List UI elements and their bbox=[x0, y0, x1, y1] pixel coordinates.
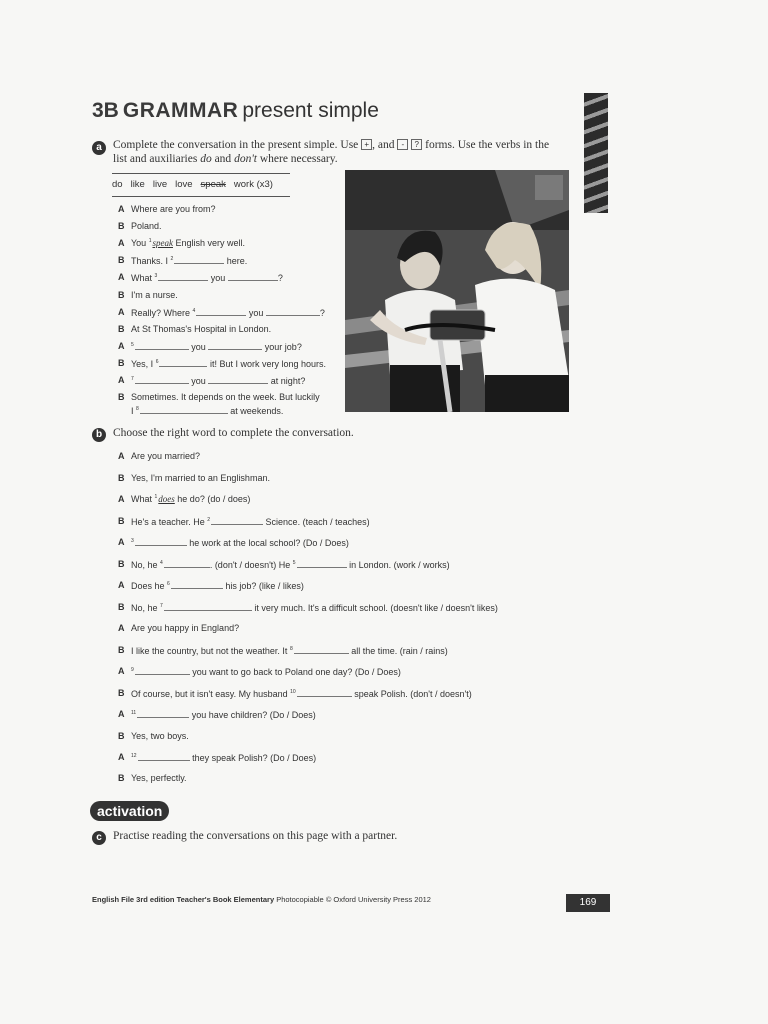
speaker-label: A bbox=[118, 375, 125, 385]
minus-box-icon: - bbox=[397, 139, 408, 150]
speaker-label: B bbox=[118, 645, 125, 655]
answer-blank[interactable] bbox=[159, 358, 207, 367]
answer-blank[interactable] bbox=[294, 645, 349, 654]
answer-blank[interactable] bbox=[135, 666, 190, 675]
dialogue-line: Are you happy in England? bbox=[131, 623, 240, 633]
stripe-decoration bbox=[584, 93, 608, 213]
question-box-icon: ? bbox=[411, 139, 422, 150]
dialogue-line: Thanks. I $^2$ here. bbox=[131, 256, 248, 266]
dialogue-line: Where are you from? bbox=[131, 204, 216, 214]
dialogue-line: Yes, I $^6$ it! But I work very long hours. bbox=[131, 359, 327, 369]
dialogue-line: At St Thomas's Hospital in London. bbox=[131, 324, 272, 334]
speaker-label: A bbox=[118, 307, 125, 317]
answer-blank[interactable] bbox=[297, 559, 347, 568]
answer-blank[interactable] bbox=[297, 688, 352, 697]
dialogue-line: You $^1$speak English very well. bbox=[131, 238, 246, 248]
dialogue-line: Really? Where $^4$ you ? bbox=[131, 308, 325, 318]
speaker-label: A bbox=[118, 752, 125, 762]
example-answer: speak bbox=[152, 238, 173, 248]
dialogue-line: Poland. bbox=[131, 221, 162, 231]
dialogue-line: $^{12}$ they speak Polish? (Do / Does) bbox=[131, 753, 317, 763]
speaker-label: A bbox=[118, 494, 125, 504]
speaker-label: B bbox=[118, 688, 125, 698]
speaker-label: A bbox=[118, 666, 125, 676]
dialogue-line: $^5$ you your job? bbox=[131, 342, 302, 352]
speaker-label: B bbox=[118, 473, 125, 483]
speaker-label: A bbox=[118, 341, 125, 351]
dialogue-line: Are you married? bbox=[131, 451, 201, 461]
answer-blank[interactable] bbox=[228, 272, 278, 281]
answer-blank[interactable] bbox=[208, 341, 262, 350]
dialogue-line: I'm a nurse. bbox=[131, 290, 178, 300]
exercise-a-marker: a bbox=[92, 141, 106, 155]
exercise-b-marker: b bbox=[92, 428, 106, 442]
speaker-label: B bbox=[118, 324, 125, 334]
dialogue-line: Yes, two boys. bbox=[131, 731, 189, 741]
speaker-label: A bbox=[118, 204, 125, 214]
speaker-label: B bbox=[118, 392, 125, 402]
word-item: live bbox=[152, 179, 168, 190]
answer-blank[interactable] bbox=[174, 255, 224, 264]
word-item-used: speak bbox=[200, 179, 226, 190]
dialogue-line: $^3$ he work at the local school? (Do / Does) bbox=[131, 538, 349, 548]
word-item: love bbox=[175, 179, 193, 190]
speaker-label: B bbox=[118, 559, 125, 569]
answer-blank[interactable] bbox=[135, 341, 189, 350]
answer-blank[interactable] bbox=[208, 375, 268, 384]
exercise-b-instruction: Choose the right word to complete the conversation. bbox=[113, 427, 354, 439]
dialogue-line: Yes, I'm married to an Englishman. bbox=[131, 473, 270, 483]
answer-blank[interactable] bbox=[266, 307, 320, 316]
footer-credit: English File 3rd edition Teacher's Book Elementary Photocopiable © Oxford University Press 2012 bbox=[92, 895, 431, 904]
dialogue-line: Sometimes. It depends on the week. But luckily bbox=[131, 392, 320, 402]
speaker-label: B bbox=[118, 290, 125, 300]
speaker-label: A bbox=[118, 580, 125, 590]
word-item: like bbox=[130, 179, 145, 190]
speaker-label: B bbox=[118, 358, 125, 368]
dialogue-line: Yes, perfectly. bbox=[131, 773, 187, 783]
dialogue-line: I $^8$ at weekends. bbox=[131, 406, 284, 416]
dialogue-line: I like the country, but not the weather. It $^8$ all the time. (rain / rains) bbox=[131, 646, 448, 656]
exercise-a-instruction: Complete the conversation in the present simple. Use + , and - ? forms. Use the verbs in the list and auxiliaries do and don't where necessary. bbox=[113, 139, 550, 165]
exercise-c-instruction: Practise reading the conversations on this page with a partner. bbox=[113, 830, 398, 842]
speaker-label: A bbox=[118, 623, 125, 633]
speaker-label: A bbox=[118, 238, 125, 248]
speaker-label: A bbox=[118, 272, 125, 282]
dialogue-line: What $^3$ you ? bbox=[131, 273, 283, 283]
dialogue-line: No, he $^7$ it very much. It's a difficult school. (doesn't like / doesn't likes) bbox=[131, 603, 498, 613]
dialogue-line: $^7$ you at night? bbox=[131, 376, 306, 386]
dialogue-line: No, he $^4$ . (don't / doesn't) He $^5$ in London. (work / works) bbox=[131, 560, 450, 570]
page-title bbox=[92, 99, 379, 123]
speaker-label: A bbox=[118, 451, 125, 461]
word-list bbox=[112, 173, 290, 197]
speaker-label: A bbox=[118, 537, 125, 547]
lesson-code: 3B bbox=[92, 99, 119, 122]
answer-blank[interactable] bbox=[196, 307, 246, 316]
answer-blank[interactable] bbox=[137, 709, 189, 718]
section-label: GRAMMAR bbox=[122, 99, 239, 122]
page-number: 169 bbox=[566, 894, 610, 912]
speaker-label: B bbox=[118, 731, 125, 741]
two-women-exercise-bikes-image bbox=[345, 170, 569, 412]
exercise-c-marker: c bbox=[92, 831, 106, 845]
answer-blank[interactable] bbox=[138, 752, 190, 761]
answer-blank[interactable] bbox=[140, 405, 228, 414]
dialogue-line: Of course, but it isn't easy. My husband $^{10}$ speak Polish. (don't / doesn't) bbox=[131, 689, 472, 699]
plus-box-icon: + bbox=[361, 139, 372, 150]
answer-blank[interactable] bbox=[164, 602, 252, 611]
answer-blank[interactable] bbox=[164, 559, 210, 568]
answer-blank[interactable] bbox=[211, 516, 263, 525]
word-item: do bbox=[112, 179, 123, 190]
gym-illustration bbox=[345, 170, 569, 412]
speaker-label: B bbox=[118, 773, 125, 783]
answer-blank[interactable] bbox=[135, 537, 187, 546]
speaker-label: B bbox=[118, 255, 125, 265]
answer-blank[interactable] bbox=[171, 580, 223, 589]
dialogue-line: He's a teacher. He $^2$ Science. (teach / teaches) bbox=[131, 517, 370, 527]
dialogue-line: Does he $^6$ his job? (like / likes) bbox=[131, 581, 304, 591]
dialogue-line: What $^1$does he do? (do / does) bbox=[131, 494, 251, 504]
example-answer: does bbox=[158, 494, 175, 504]
activation-heading: activation bbox=[90, 801, 169, 821]
speaker-label: A bbox=[118, 709, 125, 719]
dialogue-line: $^9$ you want to go back to Poland one day? (Do / Does) bbox=[131, 667, 401, 677]
dialogue-line: $^{11}$ you have children? (Do / Does) bbox=[131, 710, 316, 720]
speaker-label: B bbox=[118, 516, 125, 526]
answer-blank[interactable] bbox=[135, 375, 189, 384]
word-item: work (x3) bbox=[233, 179, 273, 190]
speaker-label: B bbox=[118, 602, 125, 612]
answer-blank[interactable] bbox=[158, 272, 208, 281]
speaker-label: B bbox=[118, 221, 125, 231]
topic-label: present simple bbox=[242, 99, 379, 122]
